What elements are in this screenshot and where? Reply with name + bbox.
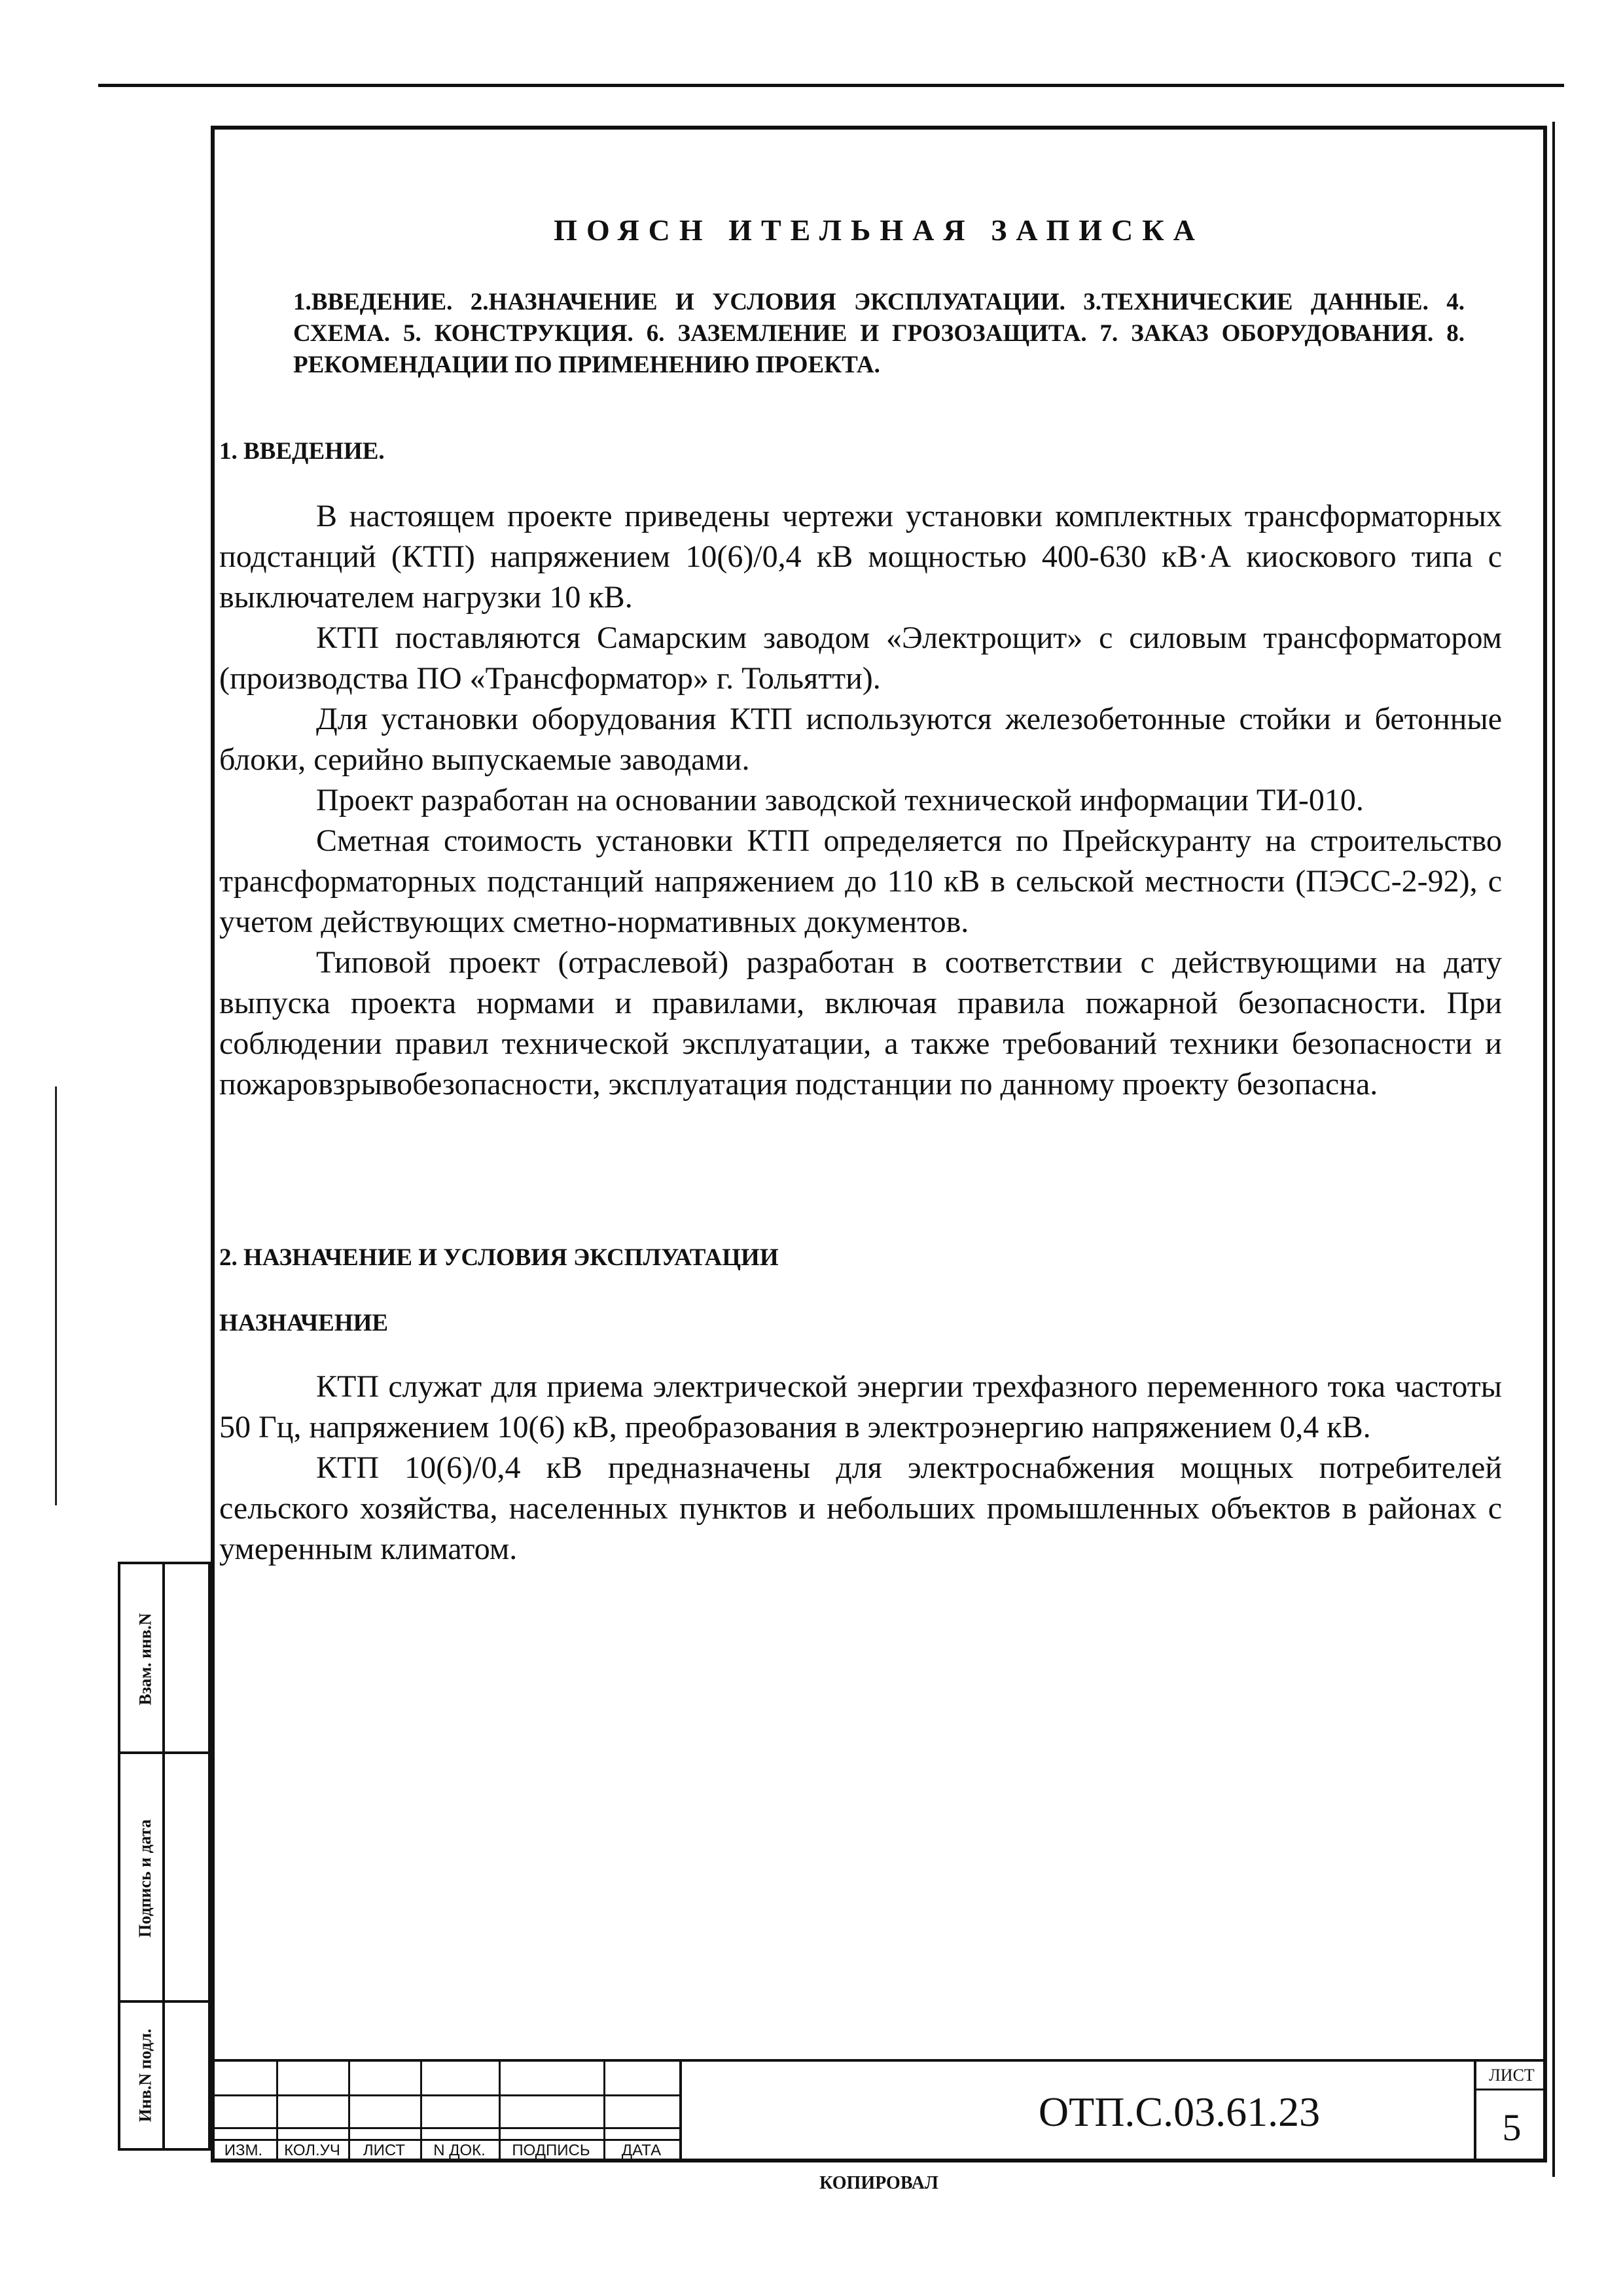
grid-line	[211, 2094, 682, 2096]
side-cell-signature	[120, 1754, 208, 2003]
drawing-frame	[211, 126, 1547, 2162]
column-label-doc-number: N ДОК.	[433, 2142, 486, 2159]
original-inventory-label: Инв.N подл.	[135, 2028, 154, 2123]
section-1-heading: 1. ВВЕДЕНИЕ.	[219, 438, 385, 465]
scan-line	[55, 1086, 57, 1505]
section-1-body	[219, 496, 1502, 1105]
signature-date-label: Подпись и дата	[135, 1819, 154, 1938]
side-cell-original	[120, 2003, 208, 2148]
sheet-number: 5	[1502, 2106, 1522, 2149]
column-label-count: КОЛ.УЧ	[284, 2142, 340, 2159]
contents-list: 1.ВВЕДЕНИЕ. 2.НАЗНАЧЕНИЕ И УСЛОВИЯ ЭКСПЛУАТАЦИИ. 3.ТЕХНИЧЕСКИЕ ДАННЫЕ. 4. СХЕМА. 5. КОНСТРУКЦИЯ. 6. ЗАЗЕМЛЕНИЕ И ГРОЗОЗАЩИТА. 7. ЗАКАЗ ОБОРУДОВАНИЯ. 8. РЕКОМЕНДАЦИИ ПО ПРИМЕНЕНИЮ ПРОЕКТА.	[293, 289, 1465, 378]
document-code: ОТП.С.03.61.23	[1038, 2089, 1321, 2135]
section-2-subheading: НАЗНАЧЕНИЕ	[219, 1310, 389, 1336]
paragraph: В настоящем проекте приведены чертежи установки комплектных трансформаторных подстанций (КТП) напряжением 10(6)/0,4 кВ мощностью 400-630 кВ·А киоскового типа с выключателем нагрузки 10 кВ.	[219, 499, 1502, 615]
section-2-body	[219, 1367, 1502, 1570]
top-rule	[98, 84, 1564, 87]
side-label	[127, 2003, 164, 2148]
revision-grid	[211, 2062, 682, 2162]
column-label-change: ИЗМ.	[224, 2142, 263, 2159]
side-label	[127, 1564, 164, 1754]
side-label	[127, 1754, 164, 2003]
paragraph: КТП служат для приема электрической энергии трехфазного переменного тока частоты 50 Гц, напряжением 10(6) кВ, преобразования в электроэнергию напряжением 0,4 кВ.	[219, 1369, 1502, 1444]
paragraph: Для установки оборудования КТП используются железобетонные стойки и бетонные блоки, серийно выпускаемые заводами.	[219, 702, 1502, 777]
paragraph: Сметная стоимость установки КТП определяется по Прейскуранту на строительство трансформаторных подстанций напряжением до 110 кВ в сельской местности (ПЭСС-2-92), с учетом действующих сметно-нормативных документов.	[219, 823, 1502, 939]
grid-line	[211, 2127, 682, 2129]
side-stamp	[118, 1562, 211, 2151]
frame-edge	[1552, 122, 1555, 2177]
sheet-label: ЛИСТ	[1476, 2062, 1547, 2090]
grid-line	[679, 2062, 682, 2162]
replace-inventory-label: Взам. инв.N	[135, 1613, 154, 1706]
copied-by-label: КОПИРОВАЛ	[819, 2173, 938, 2193]
paragraph: Проект разработан на основании заводской технической информации ТИ-010.	[316, 783, 1364, 817]
column-label-signature: ПОДПИСЬ	[512, 2142, 590, 2159]
side-cell-replace	[120, 1564, 208, 1754]
document-title: ПОЯСН ИТЕЛЬНАЯ ЗАПИСКА	[554, 213, 1204, 247]
paragraph: КТП 10(6)/0,4 кВ предназначены для электроснабжения мощных потребителей сельского хозяйства, населенных пунктов и небольших промышленных объектов в районах с умеренным климатом.	[219, 1450, 1502, 1566]
section-2-heading: 2. НАЗНАЧЕНИЕ И УСЛОВИЯ ЭКСПЛУАТАЦИИ	[219, 1244, 779, 1271]
paragraph: КТП поставляются Самарским заводом «Электрощит» с силовым трансформатором (производства ПО «Трансформатор» г. Тольятти).	[219, 620, 1502, 696]
paragraph: Типовой проект (отраслевой) разработан в соответствии с действующими на дату выпуска проекта нормами и правилами, включая правила пожарной безопасности. При соблюдении правил технической эксплуатации, а также требований техники безопасности и пожаровзрывобезопасности, эксплуатация подстанции по данному проекту безопасна.	[219, 945, 1502, 1102]
title-block	[211, 2059, 1547, 2162]
sheet-box	[1474, 2062, 1547, 2162]
column-label-date: ДАТА	[621, 2142, 662, 2159]
column-label-sheet: ЛИСТ	[363, 2142, 406, 2159]
